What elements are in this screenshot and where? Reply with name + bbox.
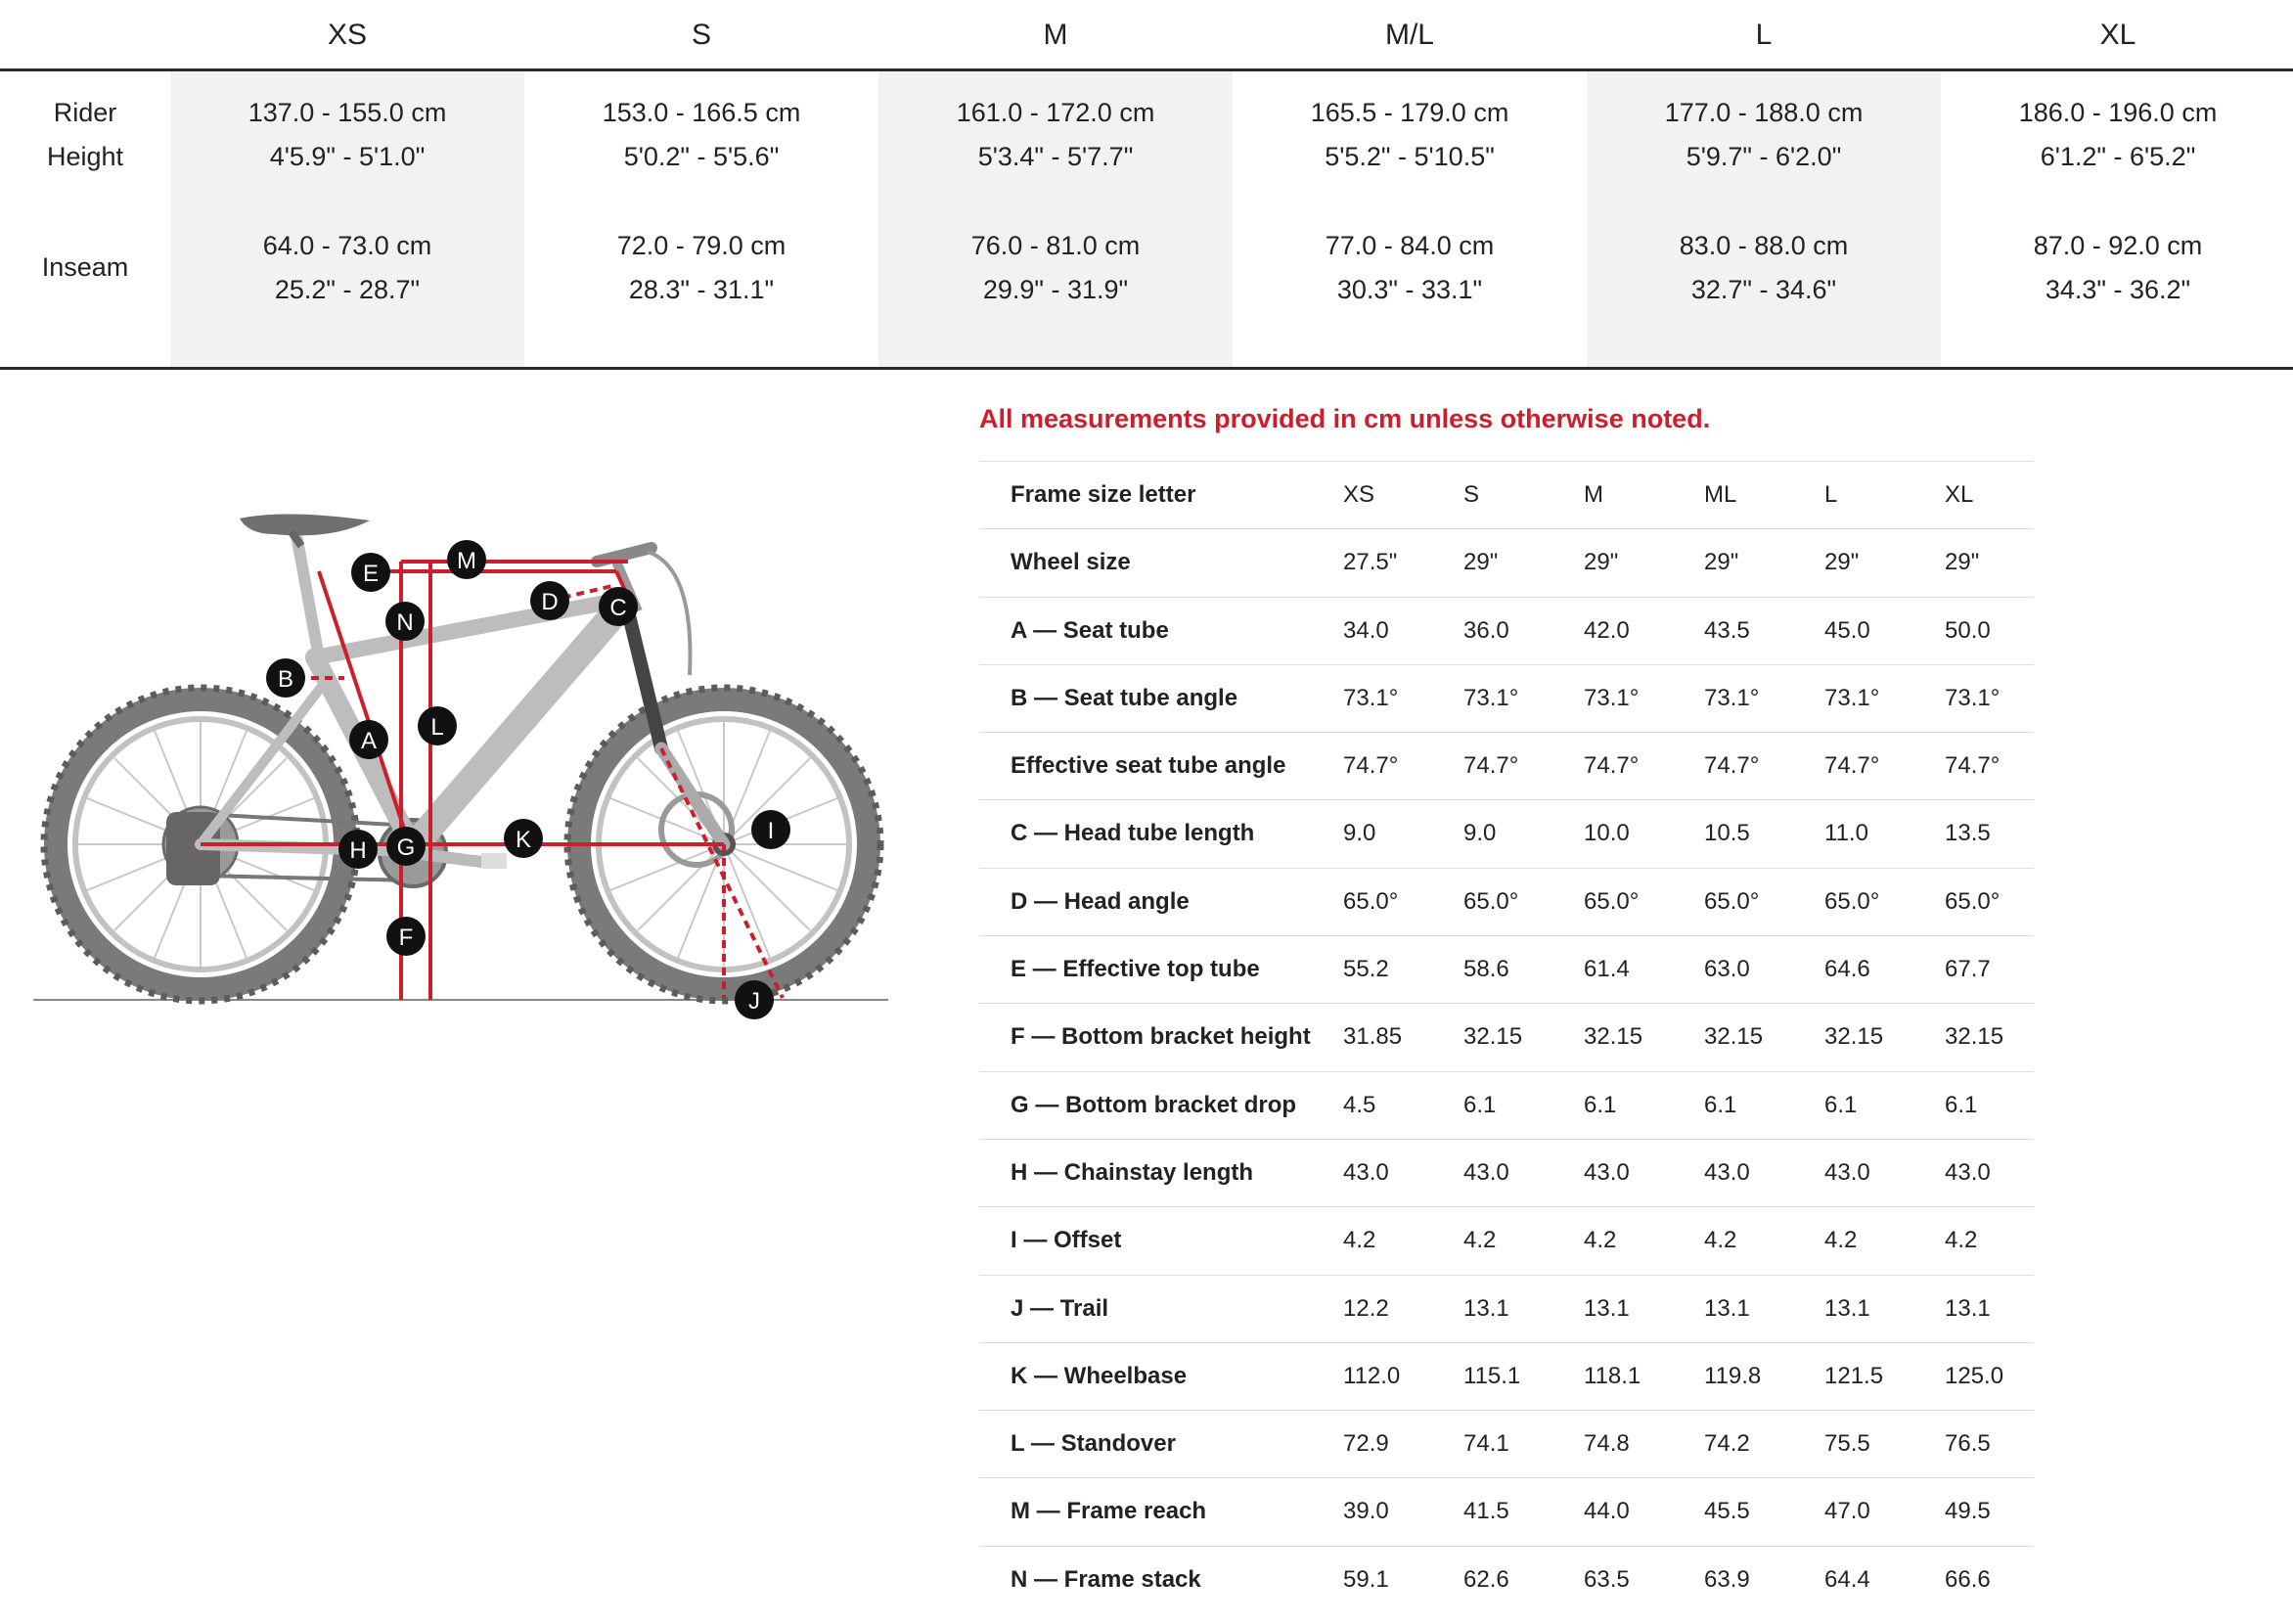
- table-cell: 39.0: [1343, 1498, 1389, 1525]
- table-cell: 73.1°: [1463, 684, 1519, 711]
- marker-l: [418, 706, 457, 745]
- svg-text:I: I: [767, 818, 775, 844]
- row-label: E — Effective top tube: [1011, 956, 1260, 983]
- table-cell: 119.8: [1704, 1362, 1762, 1389]
- geometry-table: [979, 461, 2034, 1613]
- table-cell: 9.0: [1463, 820, 1497, 847]
- table-cell: 74.7°: [1584, 752, 1640, 780]
- table-row: [979, 1477, 2034, 1545]
- table-row: [979, 799, 2034, 867]
- table-cell: 62.6: [1463, 1565, 1509, 1593]
- row-label: C — Head tube length: [1011, 820, 1255, 847]
- pedal: [481, 853, 507, 869]
- row-label-rider-height: Rider Height: [46, 98, 124, 171]
- table-cell: 73.1°: [1584, 684, 1640, 711]
- table-cell: 44.0: [1584, 1498, 1630, 1525]
- table-cell: 65.0°: [1704, 887, 1760, 915]
- svg-text:C: C: [609, 595, 627, 621]
- saddle: [240, 514, 370, 535]
- table-cell: 64.6: [1824, 956, 1870, 983]
- rider-size-chart: [0, 0, 2293, 370]
- table-cell: 55.2: [1343, 956, 1389, 983]
- table-row: [979, 664, 2034, 732]
- svg-text:B: B: [277, 666, 294, 693]
- marker-k: [504, 819, 543, 858]
- inseam-xs: 64.0 - 73.0 cm 25.2" - 28.7": [262, 231, 432, 304]
- table-cell: 76.5: [1945, 1430, 1991, 1458]
- chart-bottom-divider: [0, 367, 2293, 370]
- table-cell: 43.5: [1704, 616, 1750, 644]
- table-cell: 6.1: [1704, 1091, 1737, 1118]
- table-row: [979, 1546, 2034, 1613]
- table-cell: 65.0°: [1343, 887, 1399, 915]
- header-size: XL: [1945, 481, 1974, 508]
- table-cell: 64.4: [1824, 1565, 1870, 1593]
- table-cell: 6.1: [1463, 1091, 1497, 1118]
- row-label-inseam: Inseam: [41, 252, 129, 282]
- measurement-units-note: All measurements provided in cm unless otherwise noted.: [979, 404, 1711, 433]
- table-row: [979, 1275, 2034, 1342]
- inseam-l: 83.0 - 88.0 cm 32.7" - 34.6": [1679, 231, 1849, 304]
- header-size: L: [1824, 481, 1838, 508]
- size-header-l: L: [1755, 19, 1773, 51]
- table-cell: 61.4: [1584, 956, 1630, 983]
- table-cell: 63.9: [1704, 1565, 1750, 1593]
- table-cell: 32.15: [1824, 1023, 1884, 1051]
- svg-text:J: J: [748, 988, 760, 1015]
- table-cell: 43.0: [1343, 1158, 1389, 1186]
- marker-h: [338, 830, 378, 869]
- table-cell: 74.7°: [1945, 752, 2001, 780]
- brake-cable: [648, 552, 690, 675]
- table-cell: 29": [1463, 549, 1499, 576]
- row-label: J — Trail: [1011, 1294, 1109, 1322]
- table-cell: 9.0: [1343, 820, 1376, 847]
- table-cell: 75.5: [1824, 1430, 1870, 1458]
- table-cell: 29": [1945, 549, 1980, 576]
- svg-text:D: D: [541, 589, 559, 615]
- svg-text:M: M: [457, 548, 476, 574]
- size-header-m: M: [1043, 19, 1068, 51]
- table-cell: 73.1°: [1343, 684, 1399, 711]
- table-cell: 125.0: [1945, 1362, 2004, 1389]
- table-cell: 112.0: [1343, 1362, 1401, 1389]
- marker-n: [385, 602, 425, 641]
- header-size: XS: [1343, 481, 1375, 508]
- table-cell: 4.2: [1343, 1227, 1376, 1254]
- table-cell: 4.2: [1945, 1227, 1978, 1254]
- row-label: H — Chainstay length: [1011, 1158, 1254, 1186]
- size-header-ml: M/L: [1384, 19, 1434, 51]
- inseam-ml: 77.0 - 84.0 cm 30.3" - 33.1": [1325, 231, 1495, 304]
- table-cell: 118.1: [1584, 1362, 1641, 1389]
- table-cell: 12.2: [1343, 1294, 1389, 1322]
- table-cell: 74.7°: [1824, 752, 1880, 780]
- table-row: [979, 1139, 2034, 1206]
- marker-f: [386, 917, 426, 956]
- svg-text:E: E: [362, 561, 380, 587]
- table-cell: 4.2: [1584, 1227, 1617, 1254]
- row-label: N — Frame stack: [1011, 1565, 1201, 1593]
- table-cell: 13.1: [1584, 1294, 1630, 1322]
- table-cell: 47.0: [1824, 1498, 1870, 1525]
- table-cell: 11.0: [1824, 820, 1868, 847]
- table-cell: 43.0: [1584, 1158, 1630, 1186]
- marker-j: [735, 980, 774, 1019]
- table-cell: 74.7°: [1463, 752, 1519, 780]
- geometry-table-body: [979, 528, 2034, 1613]
- table-cell: 73.1°: [1824, 684, 1880, 711]
- table-cell: 29": [1824, 549, 1860, 576]
- table-cell: 4.2: [1704, 1227, 1737, 1254]
- header-divider: [0, 68, 2293, 71]
- inseam-s: 72.0 - 79.0 cm 28.3" - 31.1": [616, 231, 787, 304]
- table-cell: 6.1: [1584, 1091, 1617, 1118]
- rider-height-l: 177.0 - 188.0 cm 5'9.7" - 6'2.0": [1664, 98, 1864, 171]
- table-cell: 63.0: [1704, 956, 1750, 983]
- table-cell: 74.2: [1704, 1430, 1750, 1458]
- rider-height-xs: 137.0 - 155.0 cm 4'5.9" - 5'1.0": [247, 98, 447, 171]
- table-cell: 6.1: [1824, 1091, 1858, 1118]
- table-cell: 59.1: [1343, 1565, 1389, 1593]
- table-cell: 13.1: [1824, 1294, 1870, 1322]
- header-size: S: [1463, 481, 1480, 508]
- rider-height-ml: 165.5 - 179.0 cm 5'5.2" - 5'10.5": [1310, 98, 1509, 171]
- table-row: [979, 1342, 2034, 1410]
- marker-e: [351, 553, 390, 592]
- table-cell: 41.5: [1463, 1498, 1509, 1525]
- table-cell: 4.5: [1343, 1091, 1376, 1118]
- row-label: A — Seat tube: [1011, 616, 1169, 644]
- table-row: [979, 935, 2034, 1003]
- table-cell: 65.0°: [1463, 887, 1519, 915]
- svg-text:H: H: [349, 837, 367, 864]
- table-cell: 50.0: [1945, 616, 1991, 644]
- svg-text:N: N: [396, 609, 414, 636]
- table-cell: 115.1: [1463, 1362, 1521, 1389]
- table-row: [979, 1206, 2034, 1274]
- table-cell: 58.6: [1463, 956, 1509, 983]
- table-cell: 45.0: [1824, 616, 1870, 644]
- rider-height-s: 153.0 - 166.5 cm 5'0.2" - 5'5.6": [602, 98, 801, 171]
- marker-a: [349, 720, 388, 759]
- row-label: Effective seat tube angle: [1011, 752, 1286, 780]
- table-cell: 32.15: [1945, 1023, 2004, 1051]
- table-cell: 74.1: [1463, 1430, 1509, 1458]
- table-cell: 121.5: [1824, 1362, 1884, 1389]
- row-label: G — Bottom bracket drop: [1011, 1091, 1297, 1118]
- table-row: [979, 597, 2034, 664]
- svg-text:F: F: [398, 925, 414, 951]
- size-header-xl: XL: [2099, 19, 2136, 51]
- table-cell: 66.6: [1945, 1565, 1991, 1593]
- table-cell: 74.8: [1584, 1430, 1630, 1458]
- row-label: M — Frame reach: [1011, 1498, 1207, 1525]
- table-row: [979, 732, 2034, 799]
- table-cell: 65.0°: [1824, 887, 1880, 915]
- table-cell: 65.0°: [1945, 887, 2001, 915]
- table-cell: 74.7°: [1343, 752, 1399, 780]
- size-header-s: S: [691, 19, 711, 51]
- row-label: F — Bottom bracket height: [1011, 1023, 1311, 1051]
- table-cell: 27.5": [1343, 549, 1398, 576]
- table-cell: 74.7°: [1704, 752, 1760, 780]
- table-row: [979, 1071, 2034, 1139]
- table-cell: 36.0: [1463, 616, 1509, 644]
- table-cell: 32.15: [1704, 1023, 1764, 1051]
- table-row: [979, 528, 2034, 596]
- table-cell: 43.0: [1945, 1158, 1991, 1186]
- table-cell: 10.0: [1584, 820, 1630, 847]
- row-label: D — Head angle: [1011, 887, 1190, 915]
- table-cell: 31.85: [1343, 1023, 1403, 1051]
- marker-c: [599, 587, 638, 626]
- table-cell: 32.15: [1584, 1023, 1643, 1051]
- table-cell: 65.0°: [1584, 887, 1640, 915]
- table-cell: 73.1°: [1945, 684, 2001, 711]
- table-cell: 4.2: [1463, 1227, 1497, 1254]
- row-label: B — Seat tube angle: [1011, 684, 1238, 711]
- table-header-row: [979, 461, 2034, 528]
- table-cell: 73.1°: [1704, 684, 1760, 711]
- svg-text:A: A: [360, 728, 378, 754]
- row-label: Wheel size: [1011, 549, 1131, 576]
- row-label: I — Offset: [1011, 1227, 1122, 1254]
- bike-geometry-diagram: [29, 499, 900, 1027]
- table-cell: 67.7: [1945, 956, 1991, 983]
- marker-i: [751, 810, 790, 849]
- inseam-m: 76.0 - 81.0 cm 29.9" - 31.9": [970, 231, 1141, 304]
- svg-text:L: L: [430, 714, 444, 741]
- table-cell: 29": [1584, 549, 1619, 576]
- table-cell: 13.1: [1463, 1294, 1509, 1322]
- table-row: [979, 1410, 2034, 1477]
- header-size: ML: [1704, 481, 1737, 508]
- rider-height-m: 161.0 - 172.0 cm 5'3.4" - 5'7.7": [956, 98, 1155, 171]
- table-row: [979, 1003, 2034, 1070]
- table-cell: 13.1: [1704, 1294, 1750, 1322]
- table-cell: 43.0: [1824, 1158, 1870, 1186]
- row-label: L — Standover: [1011, 1430, 1176, 1458]
- header-label: Frame size letter: [1011, 481, 1196, 508]
- table-cell: 32.15: [1463, 1023, 1523, 1051]
- table-cell: 13.1: [1945, 1294, 1991, 1322]
- table-cell: 29": [1704, 549, 1739, 576]
- rider-height-xl: 186.0 - 196.0 cm 6'1.2" - 6'5.2": [2018, 98, 2218, 171]
- row-label: K — Wheelbase: [1011, 1362, 1188, 1389]
- marker-m: [447, 540, 486, 579]
- marker-d: [530, 581, 569, 620]
- svg-text:K: K: [515, 827, 532, 853]
- table-cell: 49.5: [1945, 1498, 1991, 1525]
- table-cell: 10.5: [1704, 820, 1750, 847]
- table-cell: 63.5: [1584, 1565, 1630, 1593]
- inseam-xl: 87.0 - 92.0 cm 34.3" - 36.2": [2033, 231, 2203, 304]
- table-cell: 72.9: [1343, 1430, 1389, 1458]
- marker-b: [266, 658, 305, 698]
- table-cell: 42.0: [1584, 616, 1630, 644]
- table-cell: 43.0: [1704, 1158, 1750, 1186]
- table-cell: 6.1: [1945, 1091, 1978, 1118]
- table-cell: 4.2: [1824, 1227, 1858, 1254]
- size-header-xs: XS: [327, 19, 368, 51]
- table-cell: 13.5: [1945, 820, 1991, 847]
- table-row: [979, 868, 2034, 935]
- table-cell: 45.5: [1704, 1498, 1750, 1525]
- table-cell: 43.0: [1463, 1158, 1509, 1186]
- header-size: M: [1584, 481, 1603, 508]
- table-cell: 34.0: [1343, 616, 1389, 644]
- svg-text:G: G: [396, 835, 416, 861]
- handlebar: [597, 548, 652, 562]
- marker-g: [386, 827, 426, 866]
